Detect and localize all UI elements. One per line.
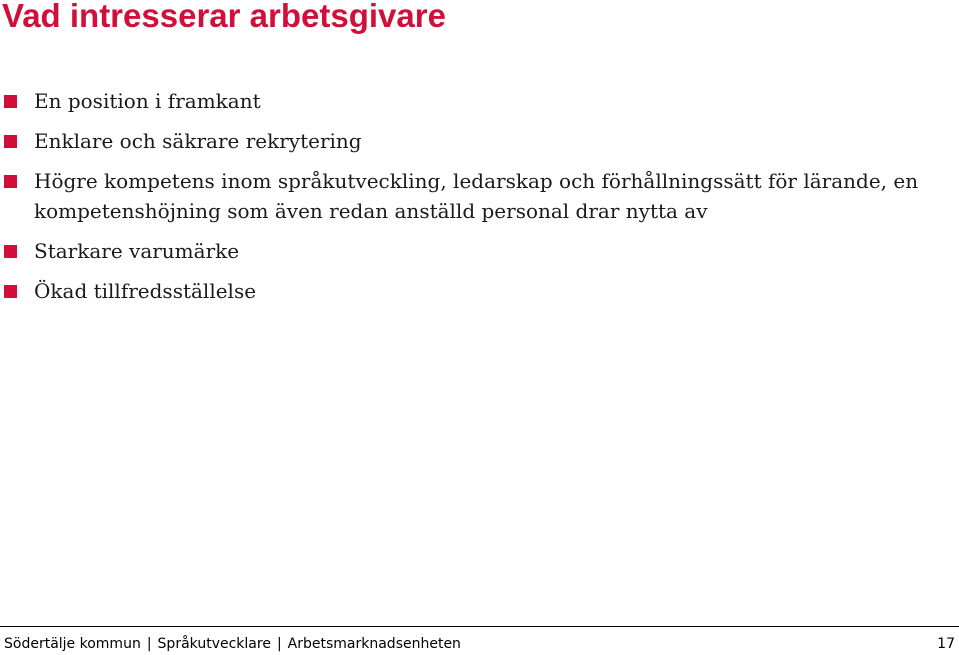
square-bullet-icon <box>4 175 17 188</box>
slide-title: Vad intresserar arbetsgivare <box>2 0 446 34</box>
bullet-item <box>0 166 955 226</box>
bullet-item <box>0 276 955 306</box>
bullet-text: Ökad tillfredsställelse <box>34 279 257 303</box>
bullet-item <box>0 86 955 116</box>
square-bullet-icon <box>4 245 17 258</box>
footer-department: Arbetsmarknadsenheten <box>287 636 461 652</box>
bullet-item <box>0 126 955 156</box>
footer-separator: | <box>146 636 152 652</box>
footer-organization: Södertälje kommun <box>4 636 141 652</box>
bullet-text: En position i framkant <box>34 89 261 113</box>
page-number: 17 <box>937 636 955 652</box>
bullet-text: Högre kompetens inom språkutveckling, ledarskap och förhållningssätt för lärande, en kompetenshöjning som även redan anställd personal drar nytta av <box>34 169 919 223</box>
square-bullet-icon <box>4 95 17 108</box>
bullet-item <box>0 236 955 266</box>
footer-credits <box>4 635 461 653</box>
footer-separator: | <box>276 636 282 652</box>
bullet-text: Starkare varumärke <box>34 239 240 263</box>
square-bullet-icon <box>4 135 17 148</box>
bullet-text: Enklare och säkrare rekrytering <box>34 129 362 153</box>
square-bullet-icon <box>4 285 17 298</box>
footer-divider <box>0 626 959 627</box>
bullet-list <box>0 86 955 316</box>
footer-program: Språkutvecklare <box>157 636 271 652</box>
